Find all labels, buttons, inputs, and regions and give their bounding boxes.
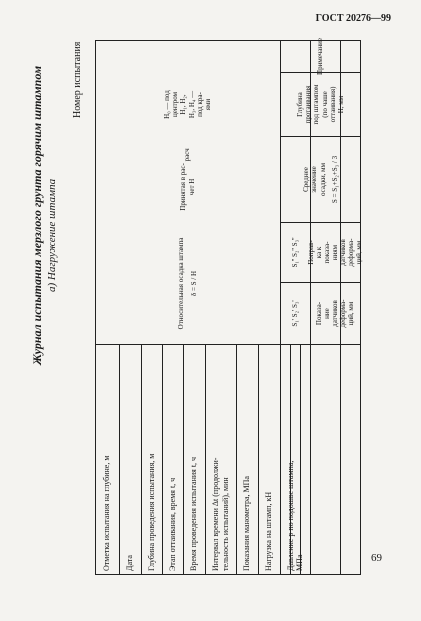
relative-settlement-header: Относительная осадка штампа δ = S / H [177,237,198,330]
notes-header: Примечание [316,38,325,75]
gost-header: ГОСТ 20276—99 [315,13,391,24]
gauge-sub-columns: S₁' S₂' S₃' [291,300,300,327]
thaw-depth-note: H₀ — под центром H₁, H₂, H₃, H₄ — под кра- ями [163,90,212,119]
correction-sub-columns: S₁'' S₂'' S₃'' [291,237,300,268]
correction-label: Поправ- ка к показа- ниям датчиков деформа- ций, мм [306,238,364,267]
row-label-date: Дата [125,555,135,571]
accepted-calc-header: Принятая в рас- чет H расч [179,148,196,211]
page-subtitle: а) Нагружение штампа [46,178,58,292]
row-label-test-time: Время проведения испытания t, ч [189,456,199,571]
row-label-load: Нагрузка на штамп, кН [264,491,274,571]
page-number: 69 [371,552,382,564]
mean-settlement-header: Среднее значение осадки, мм S = S₁+S₂+S₃ / 3 [302,155,339,204]
gauge-readings-cells [310,345,340,575]
row-label-time-interval: Интервал времени Δt (продолжи- тельность испытаний), мин [211,457,230,571]
row-label-depth-mark: Отметка испытания на глубине, м [102,455,112,571]
log-table [95,38,364,575]
page-title: Журнал испытания мерзлого грунта горячим штампом [30,65,44,365]
thaw-depth-header: Глубина протаивания под штампом (по чаше оттаивания) H, мм [296,84,345,125]
row-label-manometer: Показания манометра, МПа [242,476,252,571]
row-label-test-depth: Глубина проведения испытания, м [146,453,156,571]
row-label-pressure: Давление p по подошве штампа, МПа [285,460,304,571]
gauge-readings-label: Показа- ние датчиков деформа- ций, мм [314,299,356,328]
test-number-label: Номер испытания [72,41,83,118]
row-label-thaw-stage: Этап оттаивания, время t, ч [167,477,177,571]
